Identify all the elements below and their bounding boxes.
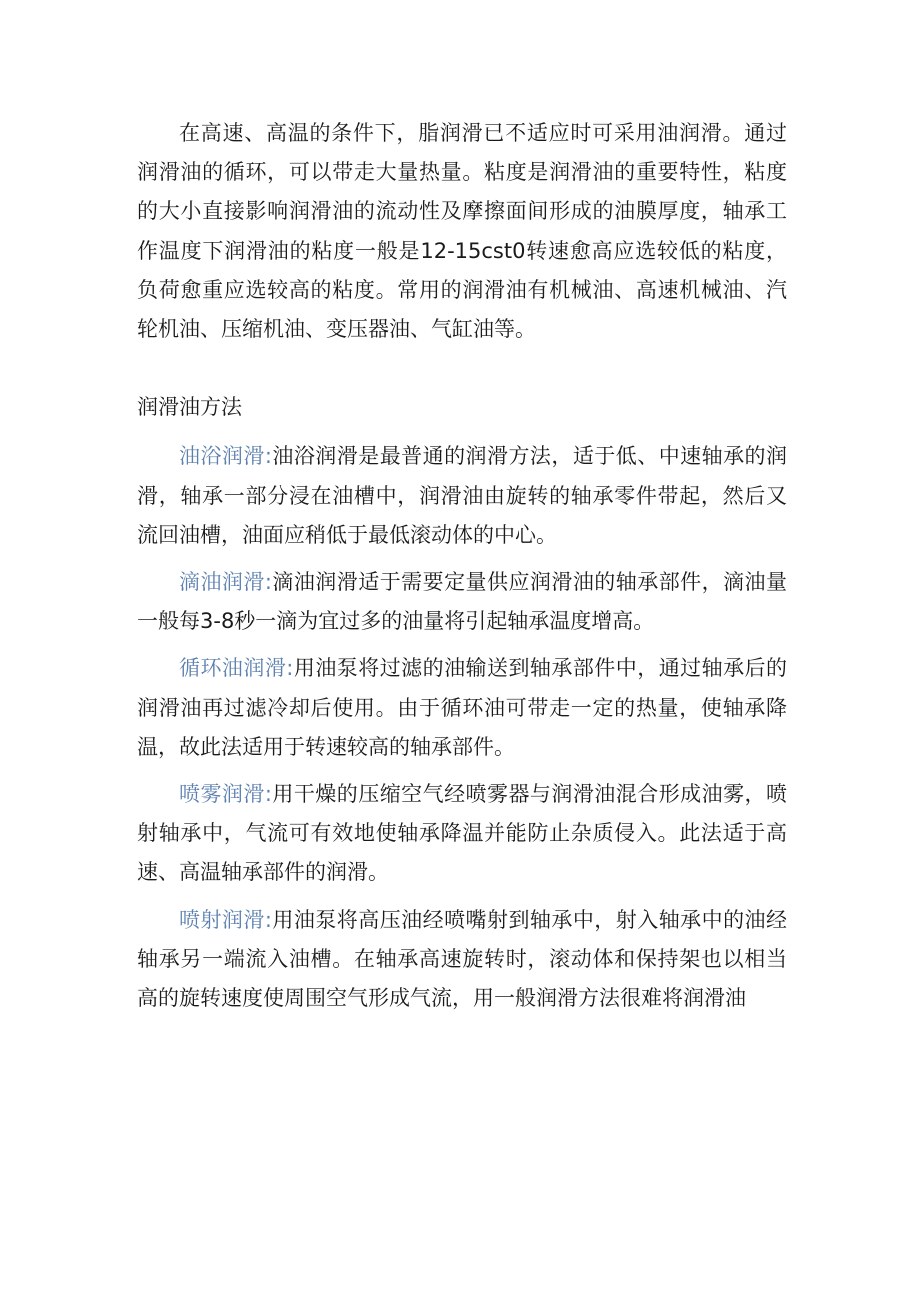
method-term: 油浴润滑: bbox=[179, 444, 272, 469]
method-description: 油浴润滑是最普通的润滑方法，适于低、中速轴承的润滑，轴承一部分浸在油槽中，润滑油由旋转的轴承零件带起，然后又流回油槽，油面应稍低于最低滚动体的中心。 bbox=[137, 444, 787, 547]
method-description: 用油泵将高压油经喷嘴射到轴承中，射入轴承中的油经轴承另一端流入油槽。在轴承高速旋转时，滚动体和保持架也以相当高的旋转速度使周围空气形成气流，用一般润滑方法很难将润滑油 bbox=[137, 907, 787, 1011]
method-oil-jet bbox=[137, 901, 787, 1019]
method-oil-bath bbox=[137, 437, 787, 555]
document-body bbox=[137, 114, 787, 1026]
method-term: 喷雾润滑: bbox=[179, 782, 272, 807]
method-description: 用油泵将过滤的油输送到轴承部件中，通过轴承后的润滑油再过滤冷却后使用。由于循环油可带走一定的热量，使轴承降温，故此法适用于转速较高的轴承部件。 bbox=[137, 656, 788, 759]
method-circulating-oil bbox=[137, 649, 787, 767]
section-heading: 润滑油方法 bbox=[137, 395, 242, 420]
method-drip-oil bbox=[137, 563, 787, 641]
method-term: 滴油润滑: bbox=[179, 570, 272, 595]
intro-paragraph: 在高速、高温的条件下，脂润滑已不适应时可采用油润滑。通过润滑油的循环，可以带走大量热量。粘度是润滑油的重要特性，粘度的大小直接影响润滑油的流动性及摩擦面间形成的油膜厚度，轴承工作温度下润滑油的粘度一般是12-15cst0转速愈高应选较低的粘度，负荷愈重应选较高的粘度。常用的润滑油有机械油、高速机械油、汽轮机油、压缩机油、变压器油、气缸油等。 bbox=[137, 121, 787, 342]
method-description: 用干燥的压缩空气经喷雾器与润滑油混合形成油雾，喷射轴承中，气流可有效地使轴承降温并能防止杂质侵入。此法适于高速、高温轴承部件的润滑。 bbox=[137, 782, 787, 885]
method-term: 喷射润滑: bbox=[179, 907, 272, 932]
method-oil-mist bbox=[137, 775, 787, 893]
method-description: 滴油润滑适于需要定量供应润滑油的轴承部件，滴油量一般每3-8秒一滴为宜过多的油量将引起轴承温度增高。 bbox=[137, 570, 787, 634]
method-term: 循环油润滑: bbox=[179, 656, 294, 681]
